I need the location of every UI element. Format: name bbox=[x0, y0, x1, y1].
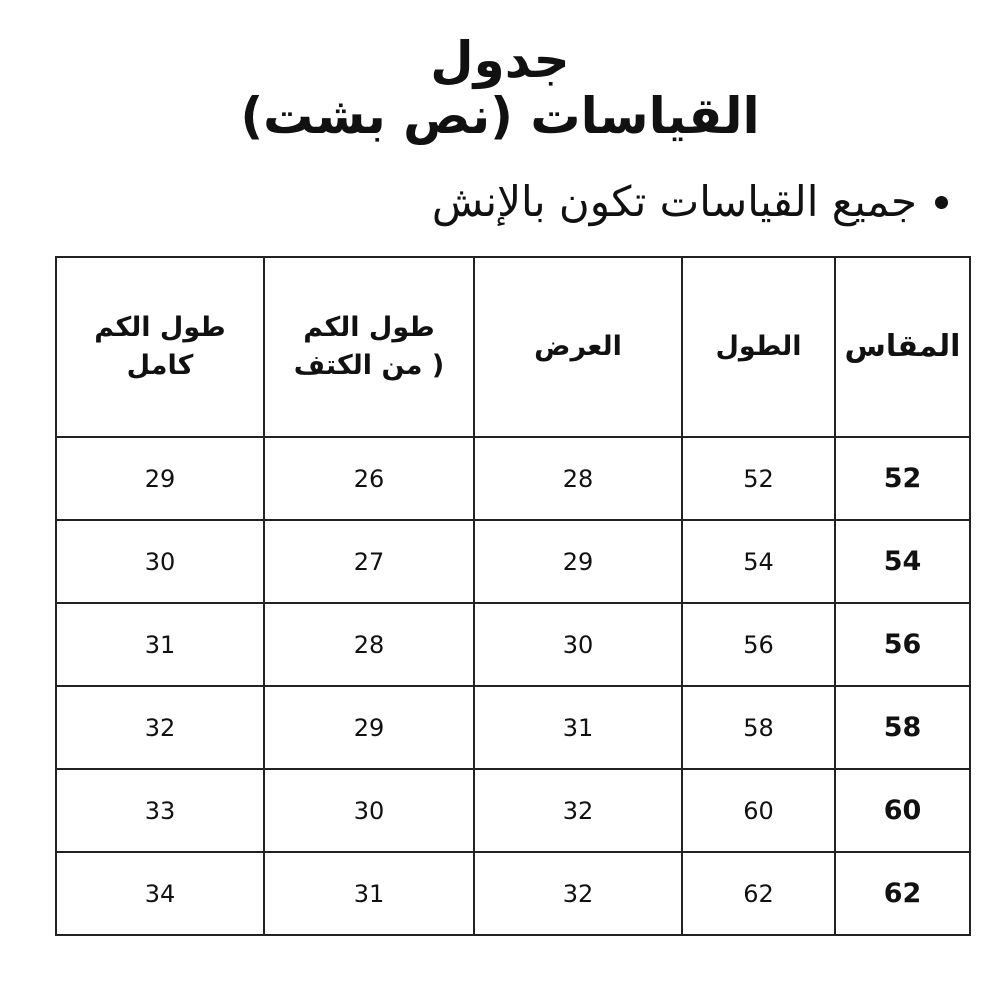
cell-size: 54 bbox=[835, 520, 970, 603]
cell-length: 56 bbox=[682, 603, 835, 686]
page-title: جدول bbox=[430, 31, 570, 89]
cell-sleeve-full: 31 bbox=[56, 603, 264, 686]
bullet-icon bbox=[935, 196, 948, 209]
cell-length: 60 bbox=[682, 769, 835, 852]
col-header-size: المقاس bbox=[835, 257, 970, 437]
cell-length: 52 bbox=[682, 437, 835, 520]
cell-sleeve-full: 34 bbox=[56, 852, 264, 935]
cell-sleeve-from-shoulder: 29 bbox=[264, 686, 474, 769]
table-row bbox=[56, 437, 970, 520]
col-header-length: الطول bbox=[682, 257, 835, 437]
cell-width: 32 bbox=[474, 769, 682, 852]
col-header-sleeve-from-shoulder: طول الكم ( من الكتف bbox=[264, 257, 474, 437]
size-chart-table bbox=[55, 256, 971, 936]
cell-length: 62 bbox=[682, 852, 835, 935]
cell-size: 60 bbox=[835, 769, 970, 852]
table-row bbox=[56, 603, 970, 686]
col-header-width: العرض bbox=[474, 257, 682, 437]
units-note-text: جميع القياسات تكون بالإنش bbox=[431, 177, 917, 226]
cell-width: 32 bbox=[474, 852, 682, 935]
cell-size: 62 bbox=[835, 852, 970, 935]
cell-width: 31 bbox=[474, 686, 682, 769]
cell-sleeve-full: 30 bbox=[56, 520, 264, 603]
units-note bbox=[432, 172, 948, 232]
cell-sleeve-full: 33 bbox=[56, 769, 264, 852]
cell-sleeve-full: 32 bbox=[56, 686, 264, 769]
cell-width: 28 bbox=[474, 437, 682, 520]
cell-sleeve-full: 29 bbox=[56, 437, 264, 520]
table-row bbox=[56, 852, 970, 935]
page-subtitle: القياسات (نص بشت) bbox=[240, 87, 760, 145]
table-row bbox=[56, 520, 970, 603]
col-header-sleeve-full: طول الكم كامل bbox=[56, 257, 264, 437]
table-row bbox=[56, 769, 970, 852]
cell-width: 29 bbox=[474, 520, 682, 603]
cell-size: 58 bbox=[835, 686, 970, 769]
cell-size: 52 bbox=[835, 437, 970, 520]
cell-length: 58 bbox=[682, 686, 835, 769]
cell-size: 56 bbox=[835, 603, 970, 686]
cell-sleeve-from-shoulder: 31 bbox=[264, 852, 474, 935]
table-row bbox=[56, 686, 970, 769]
cell-length: 54 bbox=[682, 520, 835, 603]
cell-sleeve-from-shoulder: 28 bbox=[264, 603, 474, 686]
cell-width: 30 bbox=[474, 603, 682, 686]
cell-sleeve-from-shoulder: 30 bbox=[264, 769, 474, 852]
table-header-row bbox=[56, 257, 970, 437]
cell-sleeve-from-shoulder: 27 bbox=[264, 520, 474, 603]
cell-sleeve-from-shoulder: 26 bbox=[264, 437, 474, 520]
